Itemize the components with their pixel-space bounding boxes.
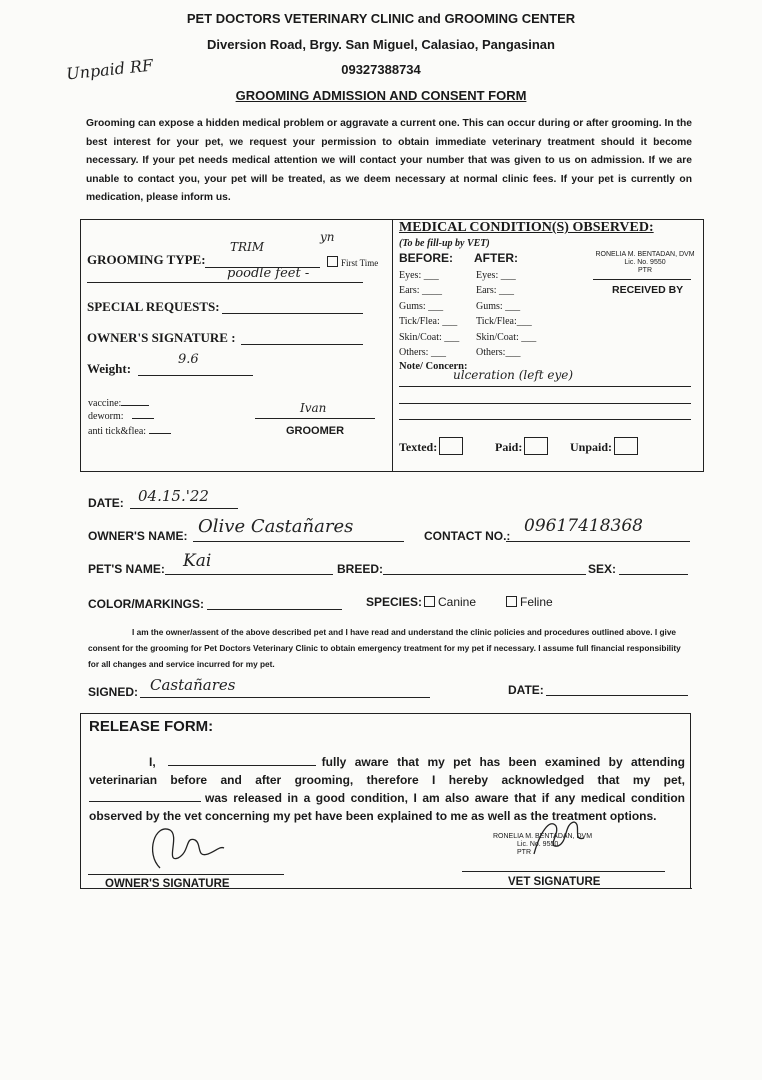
texted-label: Texted: xyxy=(399,440,438,454)
texted-field[interactable] xyxy=(399,437,463,455)
release-vet-signature-line[interactable] xyxy=(462,871,665,872)
breed-line[interactable] xyxy=(383,574,586,575)
first-time-option[interactable] xyxy=(327,256,378,268)
vaccine-label: vaccine: xyxy=(88,398,149,409)
consent-date-label: DATE: xyxy=(508,683,544,697)
unpaid-checkbox[interactable] xyxy=(614,437,638,455)
release-top-border xyxy=(80,713,690,714)
after-eyes[interactable]: Eyes: ___ xyxy=(476,270,516,281)
weight-value[interactable]: 9.6 xyxy=(178,352,199,367)
after-tick-flea[interactable]: Tick/Flea:___ xyxy=(476,316,532,328)
release-owner-signature-line[interactable] xyxy=(88,874,284,875)
grooming-type-value-1[interactable]: TRIM xyxy=(230,240,265,254)
paid-field[interactable] xyxy=(495,437,548,455)
box-divider xyxy=(392,219,393,471)
contact-value[interactable]: 09617418368 xyxy=(524,516,643,536)
after-gums[interactable]: Gums: ___ xyxy=(476,300,521,312)
canine-option[interactable] xyxy=(424,595,476,609)
release-stamp-lic: Lic. No. 9550 xyxy=(517,841,559,848)
after-others[interactable]: Others:___ xyxy=(476,347,521,359)
first-time-checkbox[interactable] xyxy=(327,256,338,267)
grooming-mark: yn xyxy=(320,230,335,244)
release-stamp-ptr: PTR xyxy=(517,849,531,856)
owner-name-label: OWNER'S NAME: xyxy=(88,529,188,543)
grooming-type-value-2[interactable]: poodle feet - xyxy=(227,266,310,281)
species-label: SPECIES: xyxy=(366,595,423,609)
before-gums[interactable]: Gums: ___ xyxy=(399,300,444,312)
release-right-border xyxy=(690,713,691,889)
grooming-type-label: GROOMING TYPE: xyxy=(87,252,206,267)
note-line-3 xyxy=(399,419,691,420)
after-label: AFTER: xyxy=(474,251,518,265)
feline-checkbox[interactable] xyxy=(506,596,517,607)
vet-ptr: PTR xyxy=(638,267,652,274)
owner-name-value[interactable]: Olive Castañares xyxy=(198,516,354,537)
note-value[interactable]: ulceration (left eye) xyxy=(453,368,574,382)
before-label: BEFORE: xyxy=(399,251,453,265)
medical-title: MEDICAL CONDITION(S) OBSERVED: xyxy=(399,220,654,235)
note-line-2 xyxy=(399,403,691,404)
special-requests-label: SPECIAL REQUESTS: xyxy=(87,299,220,314)
groomer-line xyxy=(255,418,375,419)
vet-signature-scribble xyxy=(528,812,588,862)
release-owner-name-line[interactable] xyxy=(168,765,316,766)
unpaid-field[interactable] xyxy=(570,437,638,455)
special-requests-line[interactable] xyxy=(222,313,363,314)
paid-label: Paid: xyxy=(495,440,523,454)
vet-name: RONELIA M. BENTADAN, DVM xyxy=(595,251,695,258)
clinic-name: PET DOCTORS VETERINARY CLINIC and GROOMING CENTER xyxy=(186,11,576,26)
breed-label: BREED: xyxy=(337,562,384,576)
sex-line[interactable] xyxy=(619,574,688,575)
before-ears[interactable]: Ears: ____ xyxy=(399,285,443,297)
texted-checkbox[interactable] xyxy=(439,437,463,455)
first-time-label: First Time xyxy=(341,258,379,268)
release-title: RELEASE FORM: xyxy=(89,718,214,735)
signed-line xyxy=(140,697,430,698)
contact-line xyxy=(506,541,690,542)
unpaid-label: Unpaid: xyxy=(570,440,613,454)
note-line-1 xyxy=(399,386,691,387)
sex-label: SEX: xyxy=(588,562,617,576)
color-label: COLOR/MARKINGS: xyxy=(88,597,204,611)
received-by-label: RECEIVED BY xyxy=(612,284,684,296)
release-vet-signature-label: VET SIGNATURE xyxy=(508,876,601,888)
date-label: DATE: xyxy=(88,496,124,510)
pet-name-value[interactable]: Kai xyxy=(183,551,212,571)
pet-name-line xyxy=(165,574,333,575)
before-items xyxy=(399,268,459,360)
canine-label: Canine xyxy=(438,595,477,609)
paid-checkbox[interactable] xyxy=(524,437,548,455)
received-by-line xyxy=(593,279,691,280)
owner-name-line xyxy=(193,541,404,542)
consent-paragraph: I am the owner/assent of the above described pet and I have read and understand the clinic policies and procedures outlined above. I give consent for the grooming for Pet Doctors Veterinary Clinic to obtain emergency treatment for my pet if necessary. I assume full financial responsibility for all changes and service incurred for my pet. xyxy=(88,627,681,669)
before-skin-coat[interactable]: Skin/Coat: ___ xyxy=(399,331,460,343)
clinic-address: Diversion Road, Brgy. San Miguel, Calasiao, Pangasinan xyxy=(207,37,555,52)
release-owner-signature-label: OWNER'S SIGNATURE xyxy=(105,878,230,890)
clinic-phone: 09327388734 xyxy=(341,62,421,77)
owner-signature-line[interactable] xyxy=(241,344,363,345)
contact-label: CONTACT NO.: xyxy=(424,529,511,543)
feline-option[interactable] xyxy=(506,595,553,609)
consent-date-line[interactable] xyxy=(546,695,688,696)
owner-signature-label: OWNER'S SIGNATURE : xyxy=(87,330,236,345)
release-left-border xyxy=(80,713,81,889)
before-eyes[interactable]: Eyes: ___ xyxy=(399,270,439,281)
grooming-type-line-2 xyxy=(87,282,363,283)
owner-signature-scribble xyxy=(140,818,230,878)
vet-lic: Lic. No. 9550 xyxy=(624,259,666,266)
form-title: GROOMING ADMISSION AND CONSENT FORM xyxy=(235,88,527,103)
canine-checkbox[interactable] xyxy=(424,596,435,607)
note-label: Note/ Concern: xyxy=(399,361,468,372)
intro-paragraph: Grooming can expose a hidden medical problem or aggravate a current one. This can occur during or after grooming. In the best interest for your pet, we request your permission to obtain immediate veterinary treatment should it become necessary. If your pet needs medical attention we will contact your number that was given to us on admission. If we are unable to contact you, your pet will be treated, as we deem necessary at normal clinic fees. If your pet is currently on medication, please inform us. xyxy=(86,118,692,203)
weight-label: Weight: xyxy=(87,361,132,376)
feline-label: Feline xyxy=(520,595,553,609)
deworm-label: deworm: xyxy=(88,411,154,422)
medical-subtitle: (To be fill-up by VET) xyxy=(399,238,490,249)
weight-line xyxy=(138,375,253,376)
after-ears[interactable]: Ears: ___ xyxy=(476,285,515,297)
groomer-label: GROOMER xyxy=(286,425,345,437)
color-line[interactable] xyxy=(207,609,342,610)
groomer-name[interactable]: Ivan xyxy=(300,401,327,415)
before-tick-flea[interactable]: Tick/Flea: ___ xyxy=(399,316,458,328)
date-value[interactable]: 04.15.'22 xyxy=(138,487,209,505)
release-paragraph: I, fully aware that my pet has been examined by attending veterinarian before and after grooming, therefore I hereby acknowledged that my pet, was released in a good condition, I am also aware that if any medical condition observed by the vet concerning my pet have been explained to me as well as the treatment options. xyxy=(89,755,685,823)
pet-name-label: PET'S NAME: xyxy=(88,562,165,576)
before-others[interactable]: Others: ___ xyxy=(399,347,446,359)
release-pet-name-line[interactable] xyxy=(89,801,201,802)
vet-stamp-top xyxy=(595,251,695,275)
after-skin-coat[interactable]: Skin/Coat: ___ xyxy=(476,331,537,343)
signed-value[interactable]: Castañares xyxy=(150,676,236,694)
signed-label: SIGNED: xyxy=(88,685,139,699)
margin-note: Unpaid RF xyxy=(65,55,154,84)
after-items xyxy=(476,268,536,360)
anti-tick-label: anti tick&flea: xyxy=(88,426,171,437)
release-stamp-name: RONELIA M. BENTADAN, DVM xyxy=(493,833,593,840)
date-line xyxy=(130,508,238,509)
